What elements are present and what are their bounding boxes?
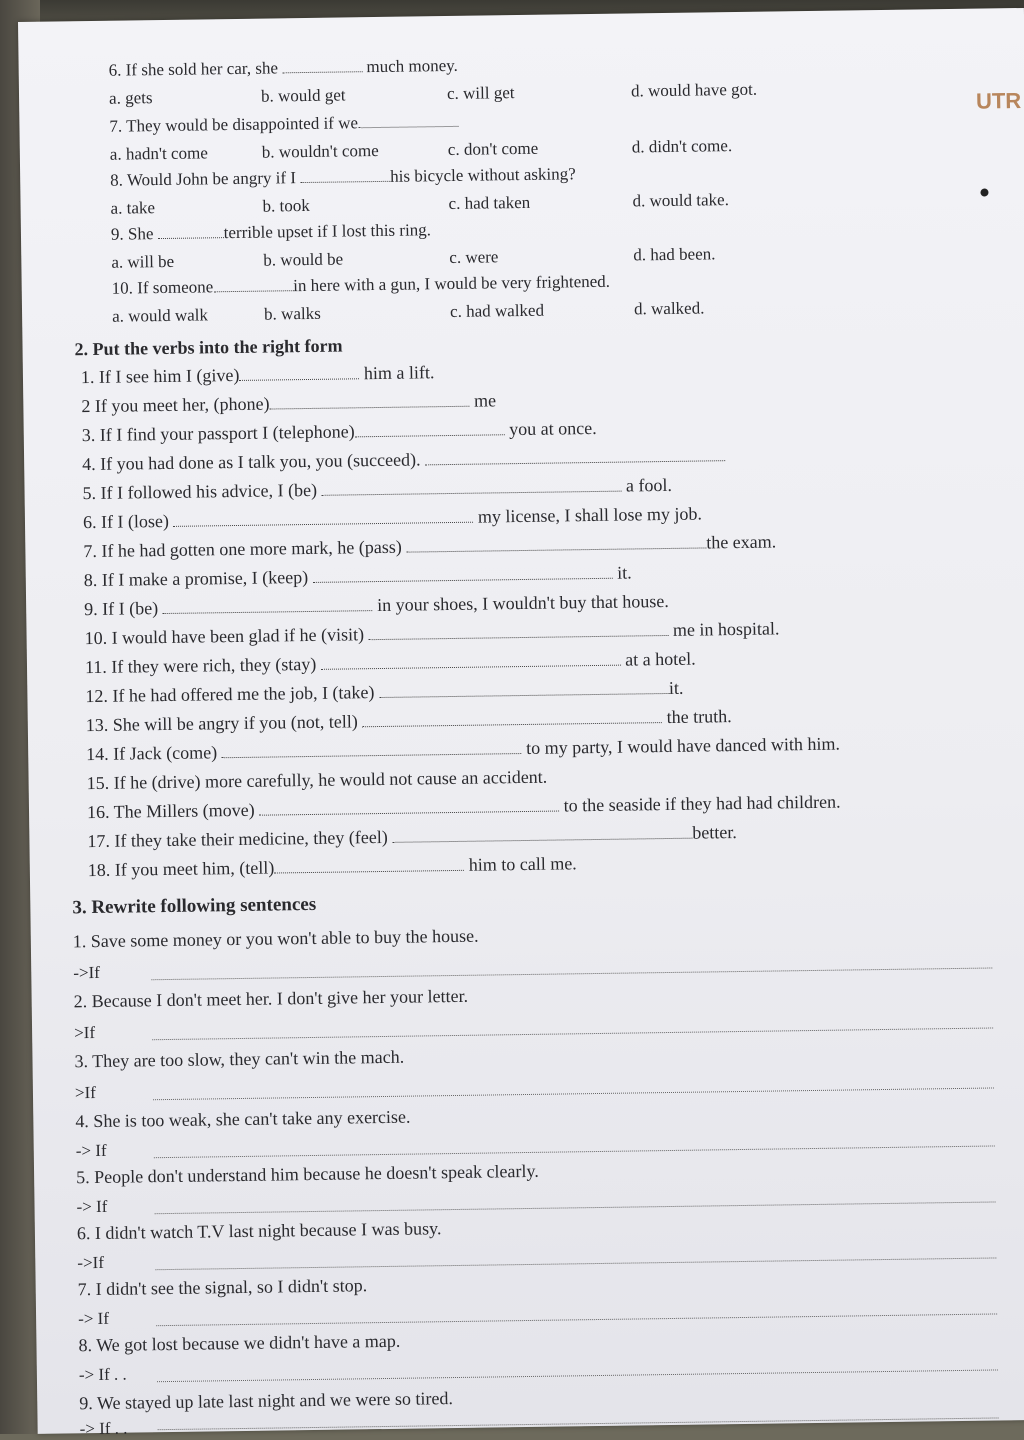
mcq-9-option-d: d. had been. xyxy=(633,244,716,265)
rewrite-answer-line-8[interactable] xyxy=(157,1368,998,1382)
section-3-heading: 3. Rewrite following sentences xyxy=(72,893,317,919)
verb-item-16: 16. The Millers (move) to the seaside if they had had children. xyxy=(86,791,841,823)
rewrite-answer-line-3[interactable] xyxy=(153,1086,994,1100)
verb-item-10: 10. I would have been glad if he (visit) me in hospital. xyxy=(84,618,780,649)
verb-item-7: 7. If he had gotten one more mark, he (pass) the exam. xyxy=(83,531,777,562)
mcq-10-option-a: a. would walk xyxy=(111,305,209,326)
verb-item-11: 11. If they were rich, they (stay) at a hotel. xyxy=(84,648,696,678)
rewrite-item-3: 3. They are too slow, they can't win the mach. xyxy=(74,1046,405,1072)
rewrite-prompt-7: -> If xyxy=(77,1308,110,1329)
bleed-through-text: UTR xyxy=(975,88,1022,114)
rewrite-prompt-5: -> If xyxy=(76,1196,108,1217)
rewrite-answer-line-7[interactable] xyxy=(156,1312,997,1326)
mcq-6-option-d: d. would have got. xyxy=(630,79,758,101)
mcq-question-10: 10. If someone in here with a gun, I would be very frightened. xyxy=(111,271,611,298)
rewrite-item-8: 8. We got lost because we didn't have a map. xyxy=(78,1330,401,1356)
mcq-8-option-a: a. take xyxy=(110,198,156,218)
mcq-10-option-c: c. had walked xyxy=(449,300,545,321)
section-2-heading: 2. Put the verbs into the right form xyxy=(74,335,343,360)
rewrite-answer-line-4[interactable] xyxy=(154,1144,995,1158)
rewrite-prompt-3: >If xyxy=(74,1083,97,1103)
verb-item-13: 13. She will be angry if you (not, tell) the truth. xyxy=(85,706,732,736)
mcq-question-7: 7. They would be disappointed if we xyxy=(109,112,458,137)
rewrite-item-2: 2. Because I don't meet her. I don't give her your letter. xyxy=(73,985,469,1012)
verb-item-8: 8. If I make a promise, I (keep) it. xyxy=(83,562,632,591)
rewrite-prompt-1: ->If xyxy=(73,962,100,983)
verb-item-9: 9. If I (be) in your shoes, I wouldn't buy that house. xyxy=(84,590,669,620)
ink-dot xyxy=(980,188,988,196)
rewrite-prompt-8: -> If . . xyxy=(78,1364,127,1385)
verb-item-1: 1. If I see him I (give) him a lift. xyxy=(80,362,435,388)
worksheet-page xyxy=(18,8,1024,1439)
rewrite-item-1: 1. Save some money or you won't able to buy the house. xyxy=(72,925,479,952)
mcq-8-option-b: b. took xyxy=(262,195,310,216)
mcq-7-option-a: a. hadn't come xyxy=(109,143,208,164)
verb-item-12: 12. If he had offered me the job, I (take) it. xyxy=(85,677,684,707)
rewrite-answer-line-5[interactable] xyxy=(155,1200,996,1214)
rewrite-prompt-6: ->If xyxy=(77,1252,105,1273)
mcq-9-option-b: b. would be xyxy=(263,249,344,270)
rewrite-prompt-2: >If xyxy=(73,1023,96,1043)
verb-item-4: 4. If you had done as I talk you, you (succeed). xyxy=(82,445,725,474)
rewrite-answer-line-9[interactable] xyxy=(158,1416,999,1430)
rewrite-answer-line-6[interactable] xyxy=(155,1256,996,1270)
rewrite-item-5: 5. People don't understand him because he doesn't speak clearly. xyxy=(75,1160,539,1188)
verb-item-17: 17. If they take their medicine, they (feel) better. xyxy=(87,822,737,852)
rewrite-prompt-4: -> If xyxy=(75,1140,107,1161)
mcq-9-option-a: a. will be xyxy=(111,251,175,272)
mcq-8-option-c: c. had taken xyxy=(448,192,531,214)
verb-item-3: 3. If I find your passport I (telephone) you at once. xyxy=(81,417,597,446)
rewrite-item-9: 9. We stayed up late last night and we were so tired. xyxy=(79,1388,454,1414)
mcq-7-option-c: c. don't come xyxy=(447,138,539,160)
verb-item-18: 18. If you meet him, (tell) him to call me. xyxy=(87,853,577,881)
mcq-9-option-c: c. were xyxy=(449,247,499,267)
mcq-6-option-c: c. will get xyxy=(446,83,515,104)
rewrite-item-7: 7. I didn't see the signal, so I didn't stop. xyxy=(77,1275,368,1300)
verb-item-6: 6. If I (lose) my license, I shall lose my job. xyxy=(82,503,703,533)
verb-item-2: 2 If you meet her, (phone) me xyxy=(81,390,497,417)
verb-item-15: 15. If he (drive) more carefully, he would not cause an accident. xyxy=(86,766,548,794)
verb-item-14: 14. If Jack (come) to my party, I would have danced with him. xyxy=(86,733,841,765)
mcq-question-6: 6. If she sold her car, she much money. xyxy=(108,55,458,80)
rewrite-answer-line-2[interactable] xyxy=(152,1026,993,1040)
mcq-question-9: 9. She terrible upset if I lost this ring. xyxy=(110,220,432,244)
mcq-10-option-b: b. walks xyxy=(263,303,321,324)
rewrite-answer-line-1[interactable] xyxy=(151,966,992,980)
mcq-6-option-a: a. gets xyxy=(108,88,153,108)
rewrite-item-4: 4. She is too weak, she can't take any exercise. xyxy=(75,1106,411,1132)
rewrite-prompt-9: -> If . . xyxy=(79,1418,128,1439)
mcq-7-option-d: d. didn't come. xyxy=(631,136,733,157)
mcq-8-option-d: d. would take. xyxy=(632,190,730,211)
mcq-7-option-b: b. wouldn't come xyxy=(261,140,379,162)
mcq-10-option-d: d. walked. xyxy=(633,298,705,319)
verb-item-5: 5. If I followed his advice, I (be) a fool. xyxy=(82,474,673,504)
mcq-6-option-b: b. would get xyxy=(260,85,346,106)
rewrite-item-6: 6. I didn't watch T.V last night because I was busy. xyxy=(76,1218,442,1244)
mcq-question-8: 8. Would John be angry if I his bicycle without asking? xyxy=(110,164,576,190)
